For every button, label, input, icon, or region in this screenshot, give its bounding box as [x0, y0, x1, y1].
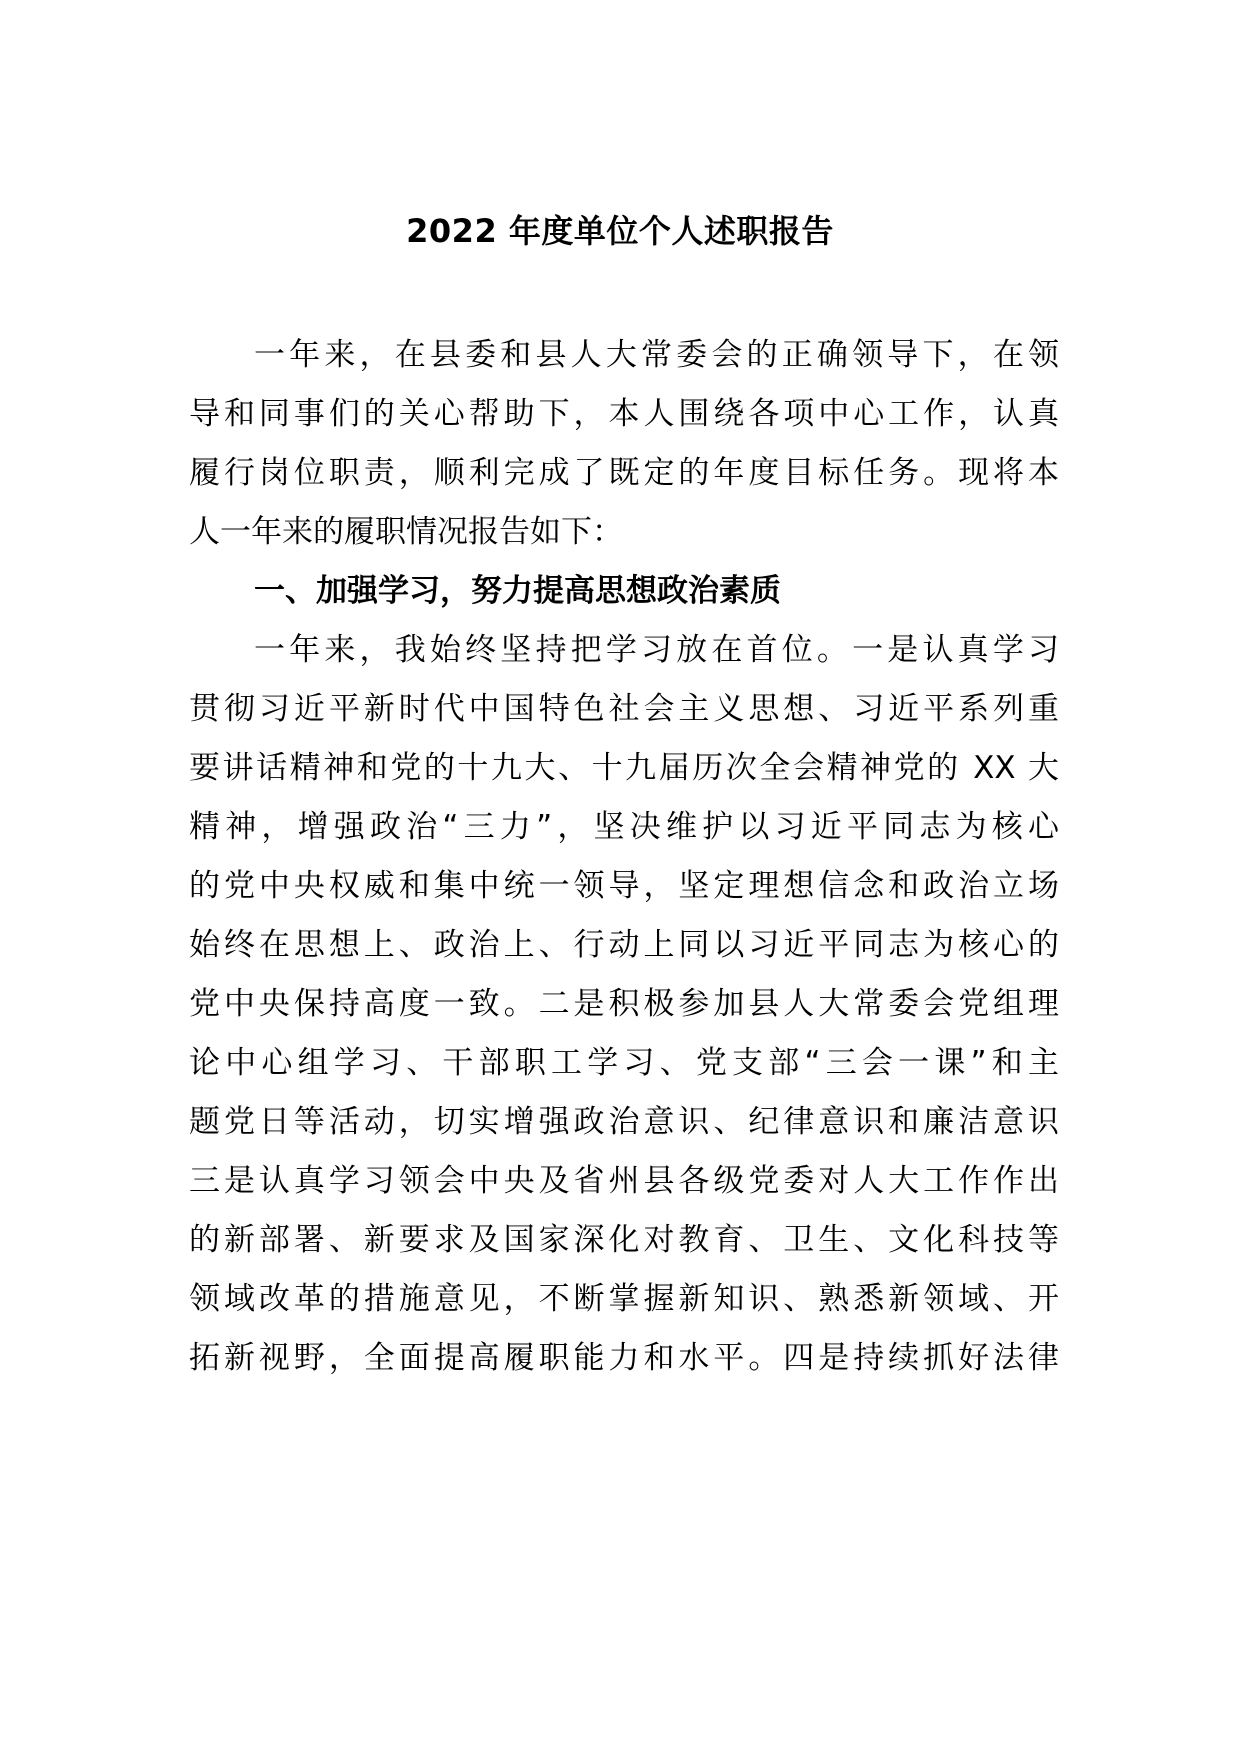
paragraph-line: 一年来，我始终坚持把学习放在首位。一是认真学习 — [254, 632, 1059, 668]
paragraph-line: 的新部署、新要求及国家深化对教育、卫生、文化科技等 — [189, 1222, 1059, 1258]
document-title: 2022 年度单位个人述职报告 — [406, 212, 834, 250]
paragraph-line: 领域改革的措施意见，不断掌握新知识、熟悉新领域、开 — [189, 1281, 1059, 1317]
section-heading: 一、加强学习，努力提高思想政治素质 — [254, 573, 781, 609]
paragraph-line: 党中央保持高度一致。二是积极参加县人大常委会党组理 — [189, 986, 1059, 1022]
paragraph-line: 的党中央权威和集中统一领导，坚定理想信念和政治立场 — [189, 868, 1059, 904]
paragraph-line: 导和同事们的关心帮助下，本人围绕各项中心工作，认真 — [189, 396, 1059, 432]
paragraph-line: 贯彻习近平新时代中国特色社会主义思想、习近平系列重 — [189, 691, 1059, 727]
paragraph-line: 精神，增强政治“三力”，坚决维护以习近平同志为核心 — [189, 809, 1059, 845]
paragraph-line: 始终在思想上、政治上、行动上同以习近平同志为核心的 — [189, 927, 1059, 963]
paragraph-line: 人一年来的履职情况报告如下： — [189, 514, 623, 550]
paragraph-line: 三是认真学习领会中央及省州县各级党委对人大工作作出 — [189, 1163, 1059, 1199]
paragraph-line: 拓新视野，全面提高履职能力和水平。四是持续抓好法律 — [189, 1340, 1059, 1376]
paragraph-line: 履行岗位职责，顺利完成了既定的年度目标任务。现将本 — [189, 455, 1059, 491]
paragraph-line: 一年来，在县委和县人大常委会的正确领导下，在领 — [254, 337, 1059, 373]
paragraph-line: 要讲话精神和党的十九大、十九届历次全会精神党的 XX 大 — [189, 750, 1059, 786]
paragraph-line: 题党日等活动，切实增强政治意识、纪律意识和廉洁意识 — [189, 1104, 1059, 1140]
paragraph-line: 论中心组学习、干部职工学习、党支部“三会一课”和主 — [189, 1045, 1059, 1081]
